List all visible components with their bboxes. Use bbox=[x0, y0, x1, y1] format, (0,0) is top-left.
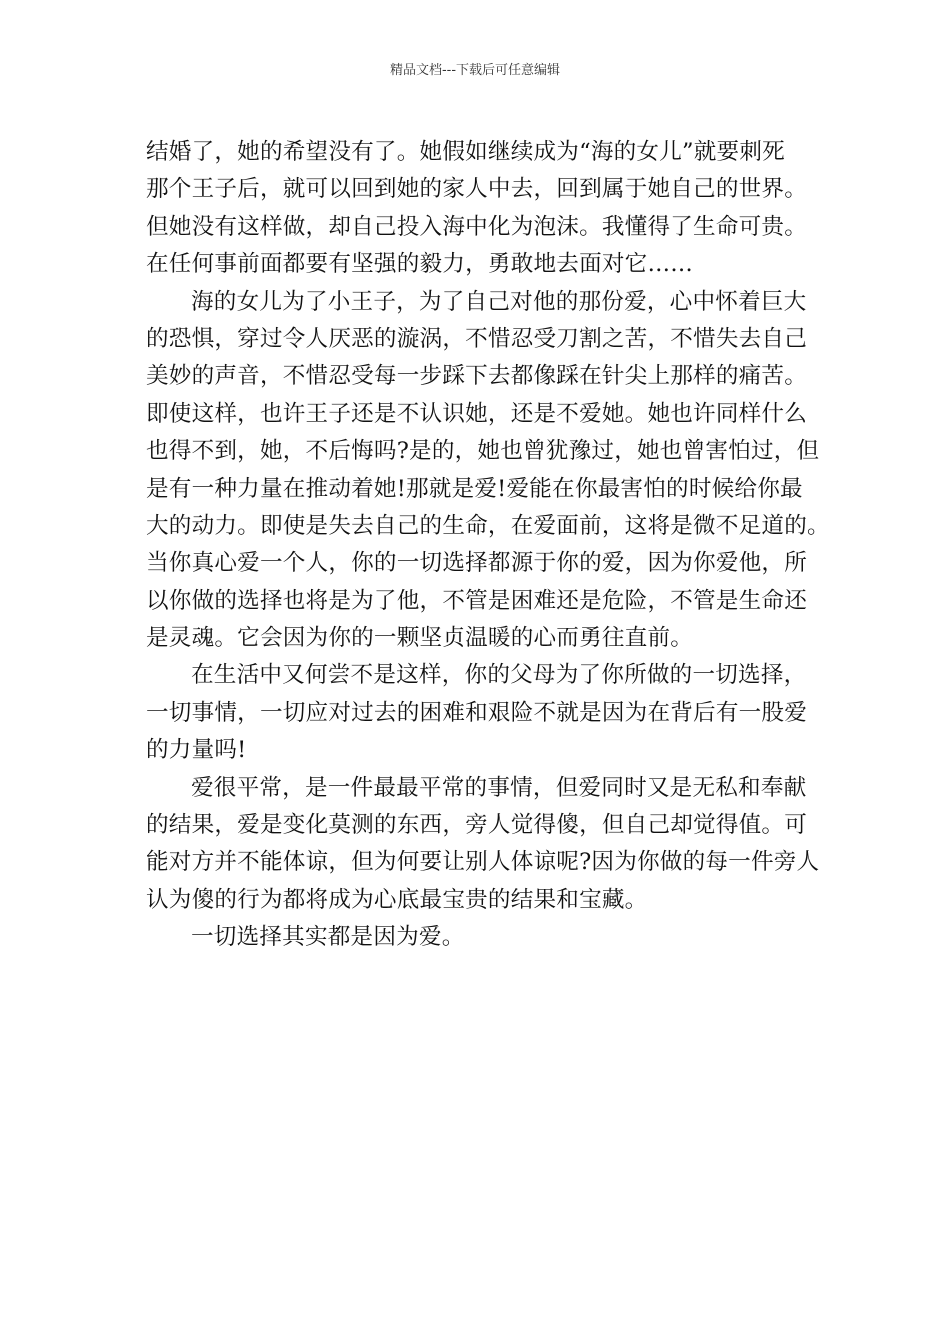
text-line: 以你做的选择也将是为了他，不管是困难还是危险，不管是生命还 bbox=[146, 587, 808, 614]
text-line: 大的动力。即使是失去自己的生命，在爱面前，这将是微不足道的。 bbox=[146, 512, 830, 539]
page-header: 精品文档---下载后可任意编辑 bbox=[389, 63, 561, 78]
text-line: 的力量吗! bbox=[146, 737, 247, 764]
text-line: 是灵魂。它会因为你的一颗坚贞温暖的心而勇往直前。 bbox=[146, 625, 694, 652]
body-text bbox=[146, 134, 830, 957]
text-line: 美妙的声音，不惜忍受每一步踩下去都像踩在针尖上那样的痛苦。 bbox=[146, 363, 808, 390]
text-line: 在任何事前面都要有坚强的毅力，勇敢地去面对它…… bbox=[146, 251, 694, 278]
text-line: 是有一种力量在推动着她!那就是爱!爱能在你最害怕的时候给你最 bbox=[146, 475, 803, 502]
text-line: 爱很平常，是一件最最平常的事情，但爱同时又是无私和奉献 bbox=[191, 774, 807, 801]
text-line: 能对方并不能体谅，但为何要让别人体谅呢?因为你做的每一件旁人 bbox=[146, 849, 820, 876]
text-line: 结婚了，她的希望没有了。她假如继续成为“海的女儿”就要刺死 bbox=[146, 139, 785, 165]
text-line: 但她没有这样做，却自己投入海中化为泡沫。我懂得了生命可贵。 bbox=[146, 213, 808, 240]
text-line: 即使这样，也许王子还是不认识她，还是不爱她。她也许同样什么 bbox=[146, 400, 808, 427]
text-line: 的结果，爱是变化莫测的东西，旁人觉得傻，但自己却觉得值。可 bbox=[146, 812, 808, 839]
text-line: 的恐惧，穿过令人厌恶的漩涡，不惜忍受刀割之苦，不惜失去自己 bbox=[146, 325, 808, 352]
text-line: 海的女儿为了小王子，为了自己对他的那份爱，心中怀着巨大 bbox=[191, 288, 807, 315]
text-line: 当你真心爱一个人，你的一切选择都源于你的爱，因为你爱他，所 bbox=[146, 550, 808, 577]
text-line: 在生活中又何尝不是这样，你的父母为了你所做的一切选择， bbox=[191, 662, 807, 689]
text-line: 一切选择其实都是因为爱。 bbox=[191, 924, 465, 951]
text-line: 也得不到，她，不后悔吗?是的，她也曾犹豫过，她也曾害怕过，但 bbox=[146, 438, 820, 465]
text-line: 一切事情，一切应对过去的困难和艰险不就是因为在背后有一股爱 bbox=[146, 699, 808, 726]
text-line: 那个王子后，就可以回到她的家人中去，回到属于她自己的世界。 bbox=[146, 176, 808, 203]
text-line: 认为傻的行为都将成为心底最宝贵的结果和宝藏。 bbox=[146, 886, 648, 913]
